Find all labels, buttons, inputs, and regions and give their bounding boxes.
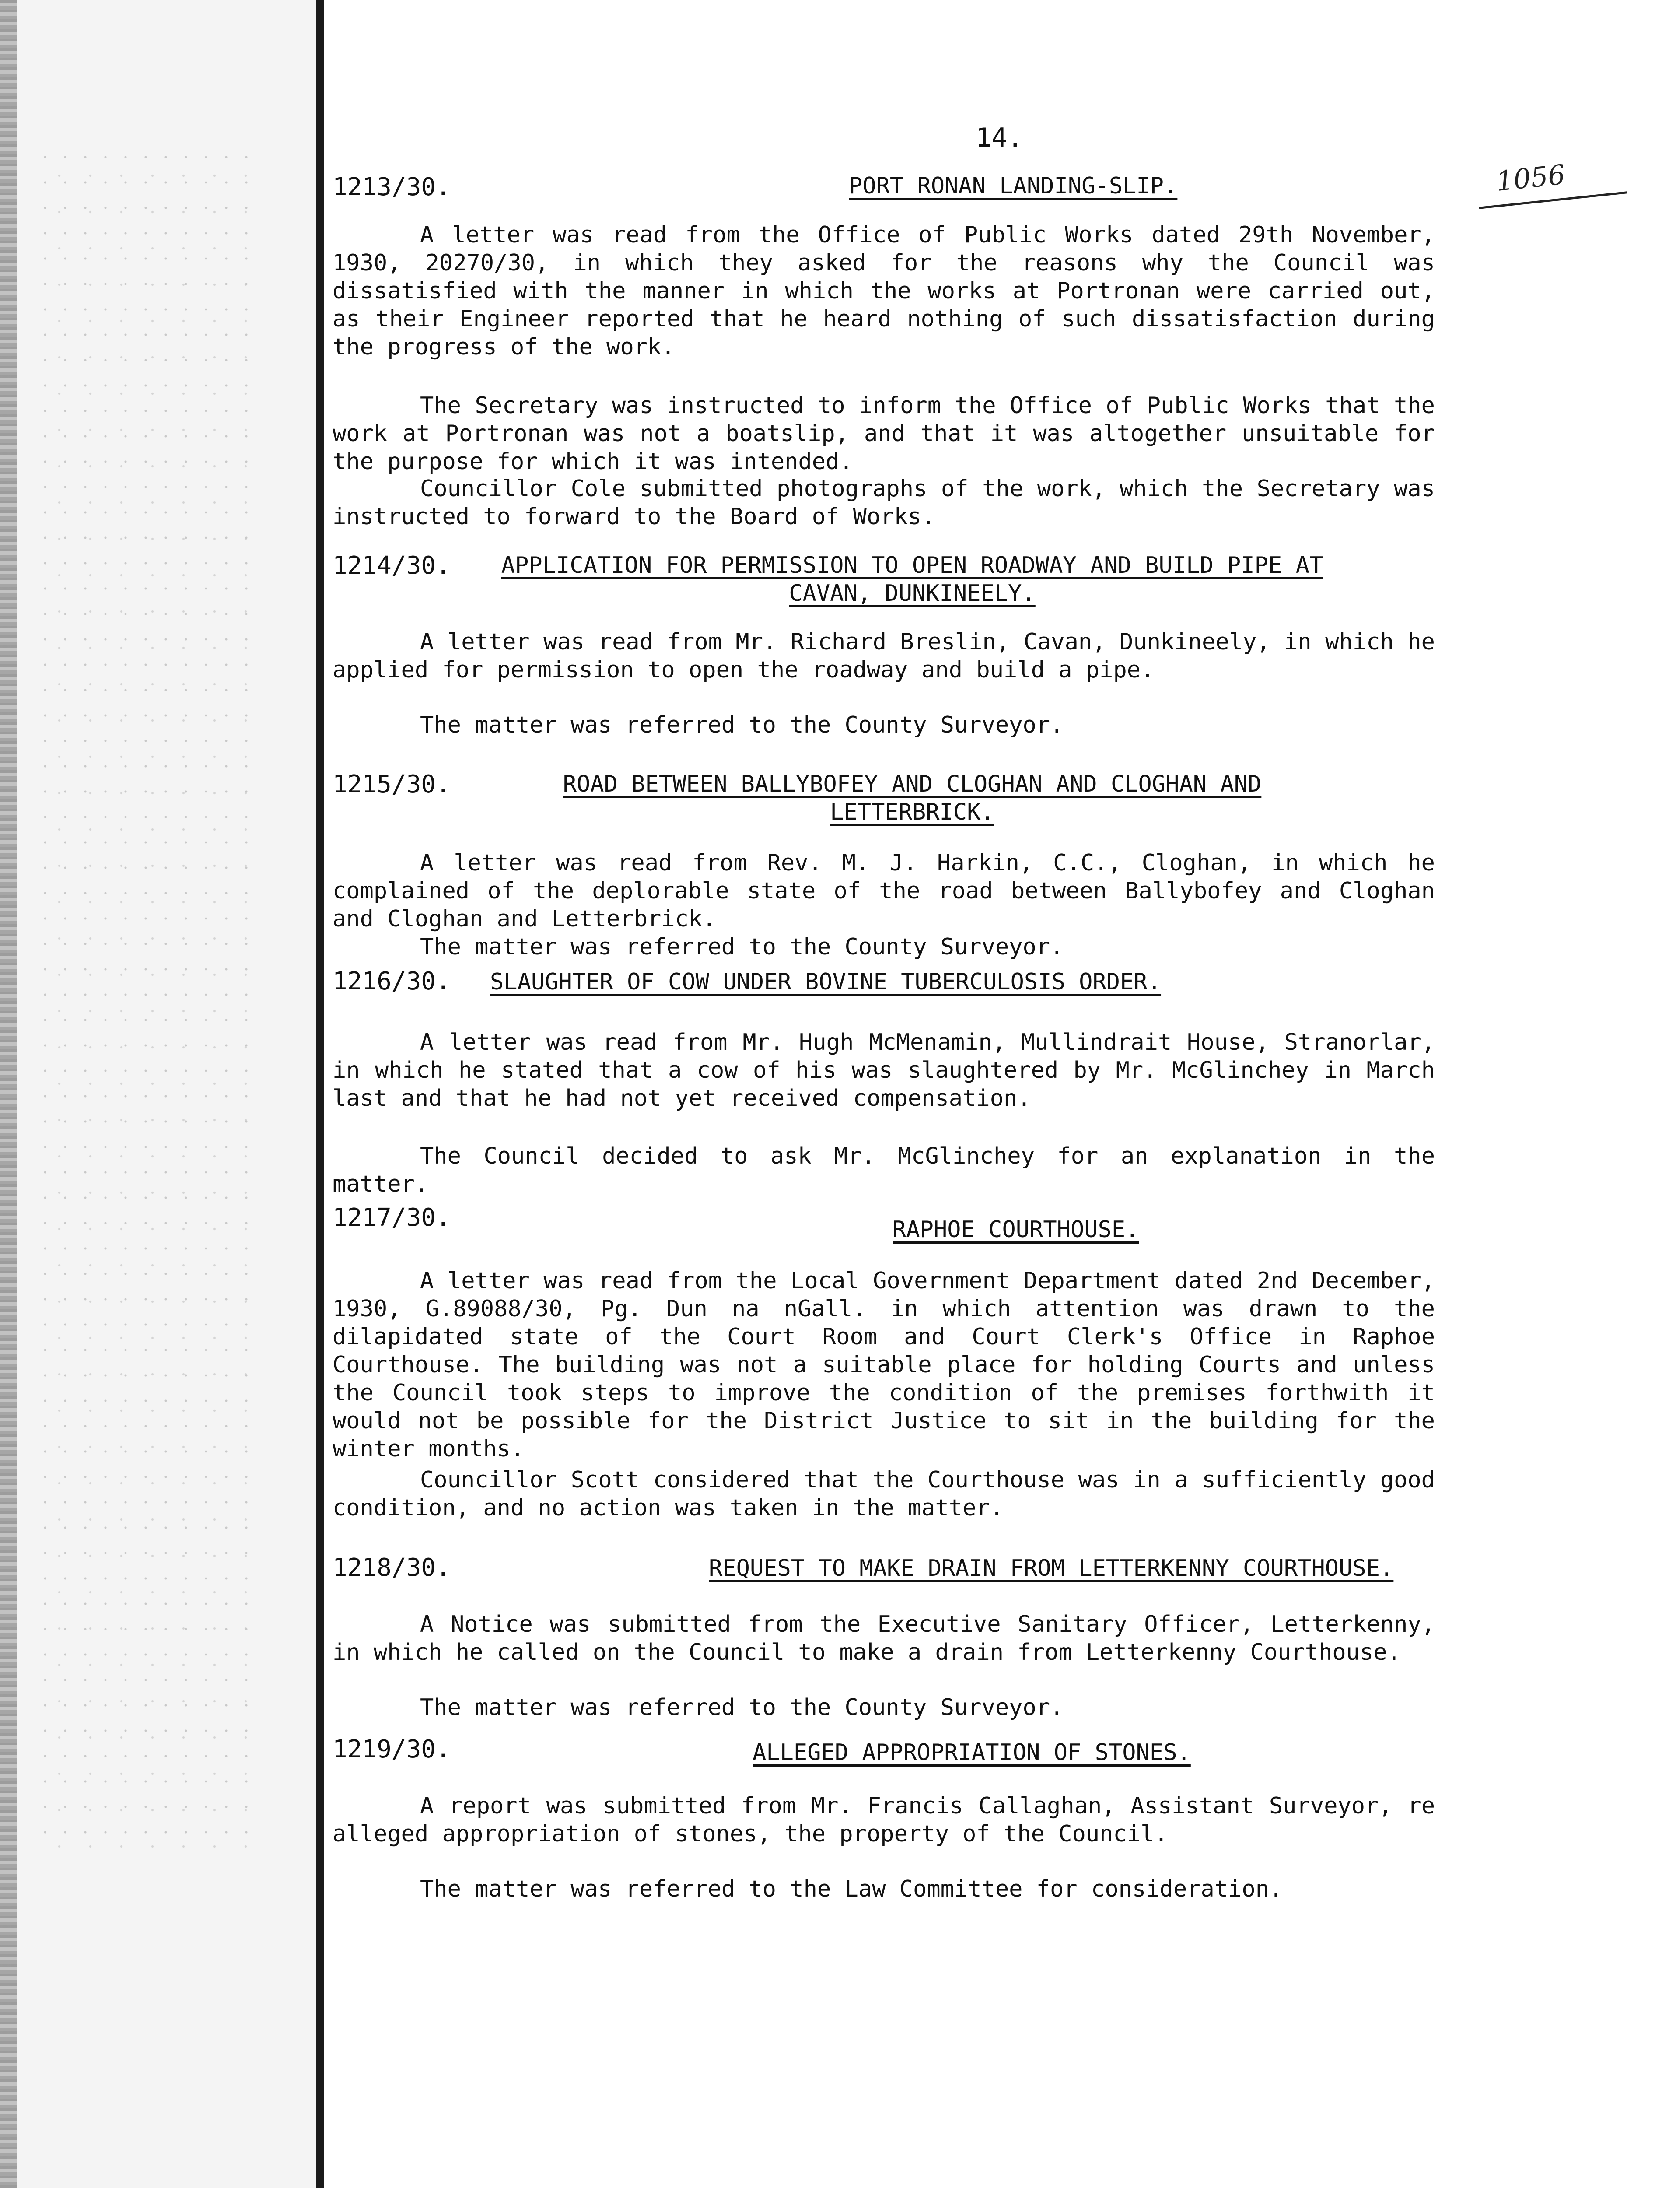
entry-paragraph: A letter was read from the Office of Public Works dated 29th November, 1930, 20270/30, in which they asked for the reasons why the Council was dissatisfied with the manner in which the works at Portronan were carried out, as their Engineer reported that he heard nothing of such dissatisfaction during the progress of the work. [332, 222, 1435, 360]
entry-paragraph: Councillor Cole submitted photographs of the work, which the Secretary was instructed to forward to the Board of Works. [332, 476, 1435, 530]
entry-paragraph: The matter was referred to the County Surveyor. [420, 1694, 1064, 1721]
entry-paragraph: The Council decided to ask Mr. McGlinchey for an explanation in the matter. [332, 1143, 1435, 1197]
document-page [332, 0, 1680, 2188]
entry-number: 1217/30. [332, 1203, 451, 1232]
entry-paragraph: A letter was read from Rev. M. J. Harkin, C.C., Cloghan, in which he complained of the deplorable state of the road between Ballybofey and Cloghan and Cloghan and Letterbrick. [332, 850, 1435, 932]
entry-title: REQUEST TO MAKE DRAIN FROM LETTERKENNY COURTHOUSE. [709, 1555, 1394, 1581]
bleed-through-marks [35, 144, 262, 1851]
page-edge-shadow [0, 0, 18, 2188]
entry-paragraph: A letter was read from the Local Government Department dated 2nd December, 1930, G.89088/30, Pg. Dun na nGall. in which attention was drawn to the dilapidated state of the Court Room and Court Clerk's Office in Raphoe Courthouse. The building was not a suitable place for holding Courts and unless the Council took steps to improve the condition of the premises forthwith it would not be possible for the District Justice to sit in the building for the winter months. [332, 1268, 1435, 1462]
entry-paragraph: The matter was referred to the Law Committee for consideration. [420, 1876, 1283, 1902]
entry-title: ALLEGED APPROPRIATION OF STONES. [752, 1739, 1191, 1766]
entry-paragraph: A Notice was submitted from the Executive Sanitary Officer, Letterkenny, in which he called on the Council to make a drain from Letterkenny Courthouse. [332, 1611, 1435, 1666]
entry-paragraph: The Secretary was instructed to inform the Office of Public Works that the work at Portronan was not a boatslip, and that it was altogether unsuitable for the purpose for which it was intended. [332, 393, 1435, 475]
entry-number: 1213/30. [332, 173, 451, 201]
entry-title: ROAD BETWEEN BALLYBOFEY AND CLOGHAN AND CLOGHAN AND LETTERBRICK. [563, 771, 1262, 825]
entry-number: 1219/30. [332, 1735, 451, 1764]
entry-paragraph: The matter was referred to the County Surveyor. [420, 712, 1064, 738]
entry-paragraph: A letter was read from Mr. Hugh McMenamin, Mullindrait House, Stranorlar, in which he stated that a cow of his was slaughtered by Mr. McGlinchey in March last and that he had not yet received compensation. [332, 1029, 1435, 1112]
entry-title: PORT RONAN LANDING-SLIP. [849, 173, 1178, 199]
page-number: 14. [976, 123, 1023, 153]
entry-number: 1218/30. [332, 1553, 451, 1582]
entry-number: 1216/30. [332, 967, 451, 996]
scanned-left-margin [0, 0, 324, 2188]
entry-title: SLAUGHTER OF COW UNDER BOVINE TUBERCULOSIS ORDER. [490, 969, 1162, 995]
handwritten-reference: 1056 [1494, 158, 1567, 198]
entry-title: APPLICATION FOR PERMISSION TO OPEN ROADWAY AND BUILD PIPE AT CAVAN, DUNKINEELY. [501, 552, 1323, 607]
entry-paragraph: Councillor Scott considered that the Courthouse was in a sufficiently good condition, and no action was taken in the matter. [332, 1467, 1435, 1521]
entry-paragraph: The matter was referred to the County Surveyor. [420, 934, 1064, 960]
entry-number: 1214/30. [332, 551, 451, 580]
entry-title: RAPHOE COURTHOUSE. [892, 1217, 1139, 1243]
entry-paragraph: A letter was read from Mr. Richard Breslin, Cavan, Dunkineely, in which he applied for permission to open the roadway and build a pipe. [332, 629, 1435, 683]
entry-number: 1215/30. [332, 770, 451, 799]
entry-paragraph: A report was submitted from Mr. Francis Callaghan, Assistant Surveyor, re alleged appropriation of stones, the property of the Council. [332, 1793, 1435, 1847]
